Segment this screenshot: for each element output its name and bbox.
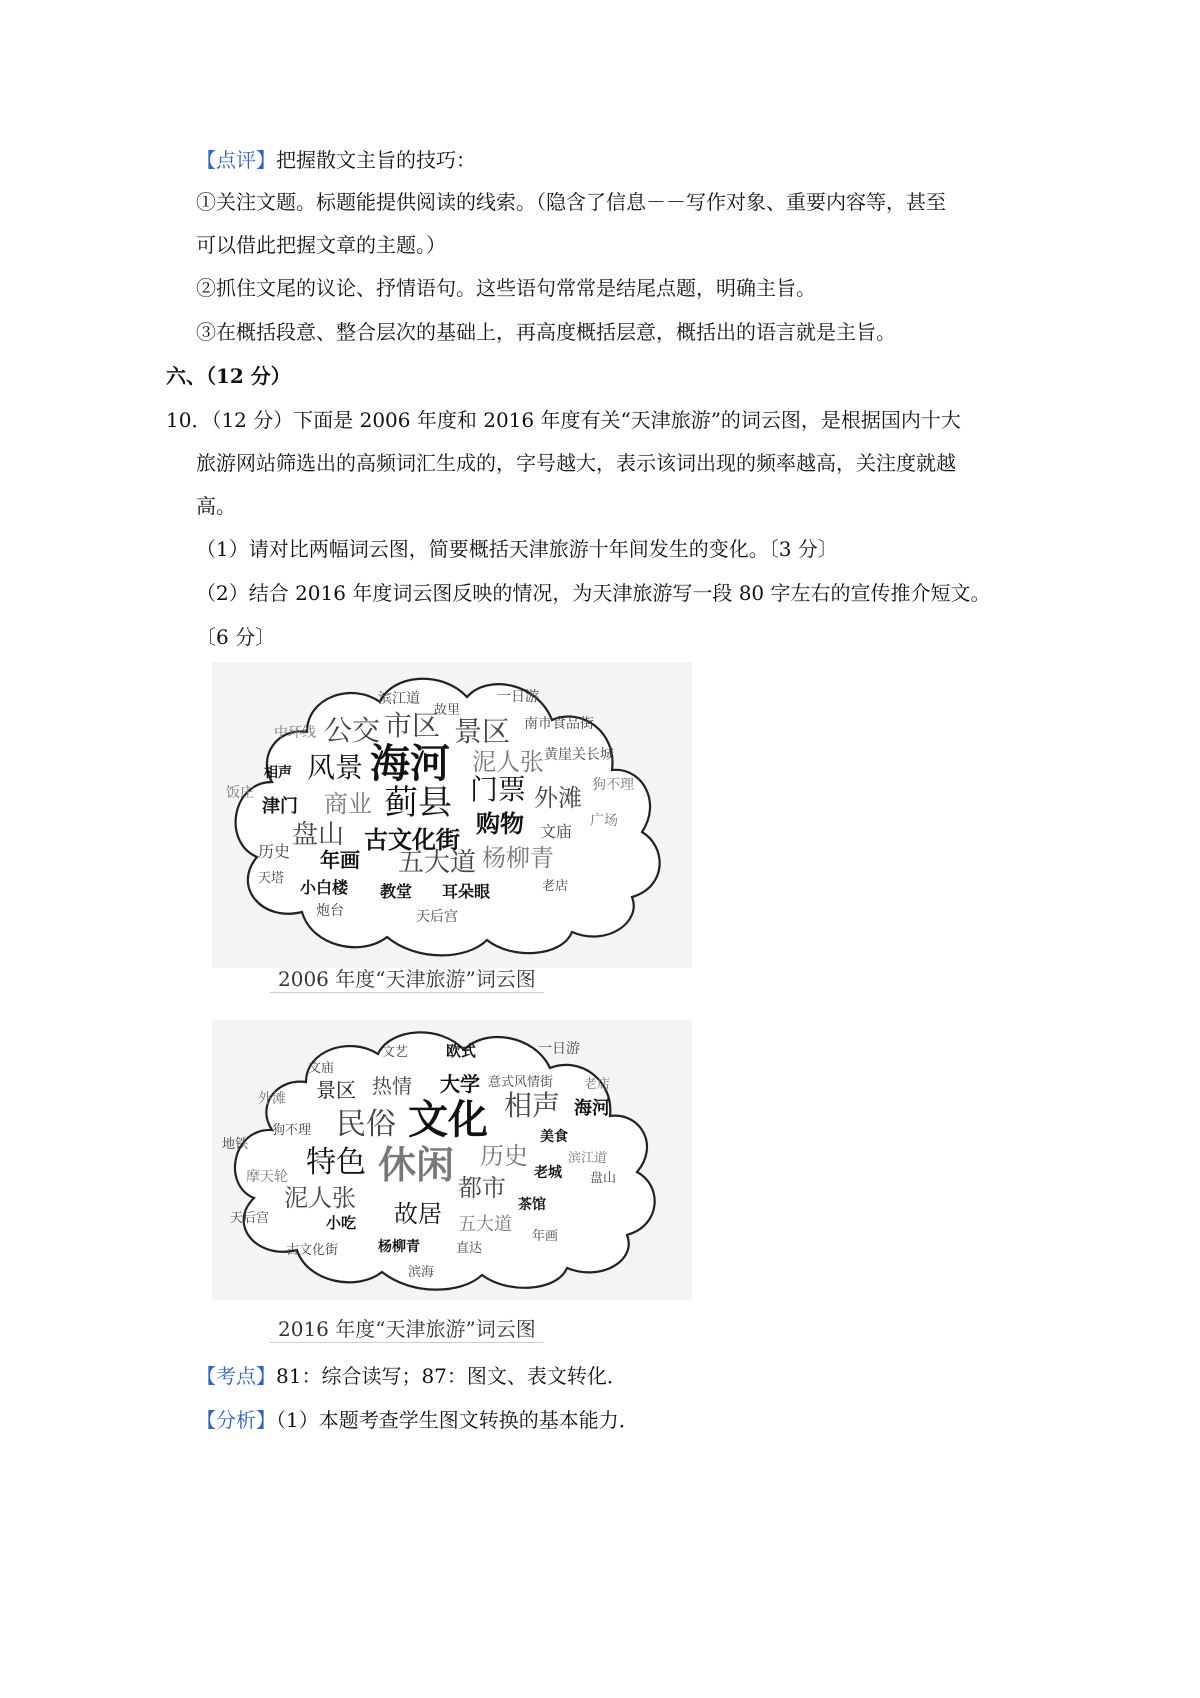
cloud-word: 市区 (384, 709, 441, 742)
comment-point-2: ②抓住文尾的议论、抒情语句。这些语句常常是结尾点题，明确主旨。 (196, 276, 816, 300)
cloud-word: 杨柳青 (378, 1239, 420, 1255)
cloud-word: 小白楼 (300, 878, 349, 897)
cloud-word: 故居 (394, 1200, 442, 1228)
kaodian-line (196, 1362, 627, 1390)
kaodian-tag: 【考点】 (196, 1364, 276, 1388)
cloud-word: 景区 (454, 715, 511, 748)
cloud-word: 历史 (258, 842, 291, 861)
cloud-word: 文化 (408, 1097, 488, 1143)
cloud-2016-caption: 2016 年度“天津旅游”词云图 (270, 1316, 544, 1343)
cloud-word: 广场 (590, 813, 618, 829)
fenxi-line (196, 1406, 639, 1434)
cloud-word: 欧式 (446, 1042, 477, 1060)
cloud-word: 直达 (456, 1241, 483, 1256)
cloud-word: 古文化街 (364, 826, 460, 854)
cloud-word: 休闲 (378, 1143, 455, 1187)
cloud-word: 天后宫 (230, 1211, 270, 1226)
cloud-word: 蓟县 (384, 783, 452, 823)
question-line-2: 旅游网站筛选出的高频词汇生成的，字号越大，表示该词出现的频率越高，关注度就越 (196, 451, 956, 475)
cloud-word: 耳朵眼 (442, 882, 491, 901)
cloud-word: 风景 (307, 751, 364, 784)
comment-point-1a: ①关注文题。标题能提供阅读的线索。（隐含了信息－－写作对象、重要内容等，甚至 (196, 190, 946, 214)
cloud-word: 老店 (542, 879, 569, 894)
comment-tag: 【点评】 (196, 148, 276, 172)
cloud-word: 外滩 (534, 784, 582, 812)
question-sub-1: （1）请对比两幅词云图，简要概括天津旅游十年间发生的变化。〔3 分〕 (196, 537, 838, 561)
cloud-word: 摩天轮 (246, 1169, 288, 1185)
cloud-word: 五大道 (398, 848, 477, 878)
cloud-word: 景区 (316, 1078, 356, 1102)
cloud-word: 南市食品街 (524, 716, 594, 732)
cloud-word: 历史 (480, 1142, 528, 1170)
kaodian-text: 81：综合读写；87：图文、表文转化． (276, 1364, 627, 1388)
cloud-word: 饭庄 (226, 785, 254, 801)
cloud-word: 小吃 (326, 1214, 357, 1232)
cloud-word: 老店 (584, 1077, 611, 1092)
cloud-word: 相声 (264, 765, 292, 781)
cloud-word: 美食 (540, 1129, 568, 1145)
cloud-word: 滨江道 (568, 1151, 608, 1166)
comment-point-3: ③在概括段意、整合层次的基础上，再高度概括层意，概括出的语言就是主旨。 (196, 320, 896, 344)
cloud-word: 文庙 (308, 1061, 335, 1076)
cloud-word: 滨江道 (378, 691, 420, 707)
cloud-word: 五大道 (458, 1214, 512, 1235)
cloud-word: 天后宫 (416, 909, 458, 925)
cloud-word: 海河 (370, 741, 450, 787)
cloud-word: 故里 (434, 703, 461, 718)
cloud-word: 文庙 (540, 822, 573, 841)
cloud-word: 海河 (574, 1098, 610, 1119)
cloud-word: 文艺 (382, 1045, 409, 1060)
cloud-word: 热情 (372, 1074, 412, 1098)
cloud-word: 相声 (504, 1089, 561, 1122)
cloud-word: 公交 (324, 714, 381, 747)
cloud-word: 滨海 (408, 1265, 435, 1280)
cloud-word: 杨柳青 (482, 844, 554, 872)
cloud-word: 狗不理 (272, 1123, 312, 1138)
cloud-word: 都市 (458, 1174, 506, 1202)
word-cloud-2016-figure (212, 1020, 692, 1350)
cloud-2006-caption: 2006 年度“天津旅游”词云图 (270, 966, 544, 993)
cloud-word: 一日游 (497, 689, 539, 705)
cloud-word: 茶馆 (518, 1197, 546, 1213)
cloud-2006-words (212, 662, 692, 968)
cloud-word: 地铁 (222, 1137, 249, 1152)
comment-title-line (196, 146, 476, 174)
section-heading: 六、（12 分） (166, 364, 291, 388)
cloud-word: 中环线 (274, 725, 316, 741)
comment-point-1b: 可以借此把握文章的主题。） (196, 233, 446, 257)
cloud-word: 泥人张 (284, 1184, 356, 1212)
cloud-word: 教堂 (380, 882, 413, 901)
fenxi-text: （1）本题考查学生图文转换的基本能力． (276, 1408, 639, 1432)
cloud-word: 泥人张 (472, 748, 544, 776)
question-line-3: 高。 (196, 494, 236, 518)
cloud-word: 黄崖关长城 (544, 747, 614, 763)
cloud-word: 盘山 (590, 1171, 617, 1186)
fenxi-tag: 【分析】 (196, 1408, 276, 1432)
cloud-word: 盘山 (292, 820, 345, 850)
question-sub-2b: 〔6 分〕 (196, 625, 276, 649)
cloud-word: 外滩 (258, 1091, 286, 1107)
cloud-word: 购物 (476, 810, 524, 838)
comment-title: 把握散文主旨的技巧： (276, 148, 476, 172)
cloud-word: 年画 (532, 1229, 559, 1244)
cloud-word: 津门 (262, 796, 298, 817)
cloud-word: 年画 (320, 848, 360, 872)
cloud-word: 老城 (534, 1165, 562, 1181)
cloud-word: 狗不理 (592, 777, 634, 793)
cloud-word: 意式风情街 (488, 1075, 554, 1090)
question-line-1: 10．（12 分）下面是 2006 年度和 2016 年度有关“天津旅游”的词云图，是根据国内十大 (166, 408, 961, 432)
question-sub-2a: （2）结合 2016 年度词云图反映的情况，为天津旅游写一段 80 字左右的宣传推介短文。 (196, 581, 991, 605)
cloud-word: 一日游 (538, 1041, 580, 1057)
cloud-word: 特色 (306, 1145, 366, 1180)
word-cloud-2006-figure (212, 662, 692, 1002)
cloud-word: 商业 (324, 790, 372, 818)
cloud-word: 门票 (470, 773, 527, 806)
cloud-word: 天塔 (258, 871, 285, 886)
cloud-2016-words (212, 1020, 692, 1300)
cloud-word: 民俗 (336, 1107, 396, 1142)
cloud-word: 大学 (440, 1072, 480, 1096)
cloud-word: 炮台 (316, 903, 344, 919)
cloud-word: 古文化街 (286, 1243, 339, 1258)
